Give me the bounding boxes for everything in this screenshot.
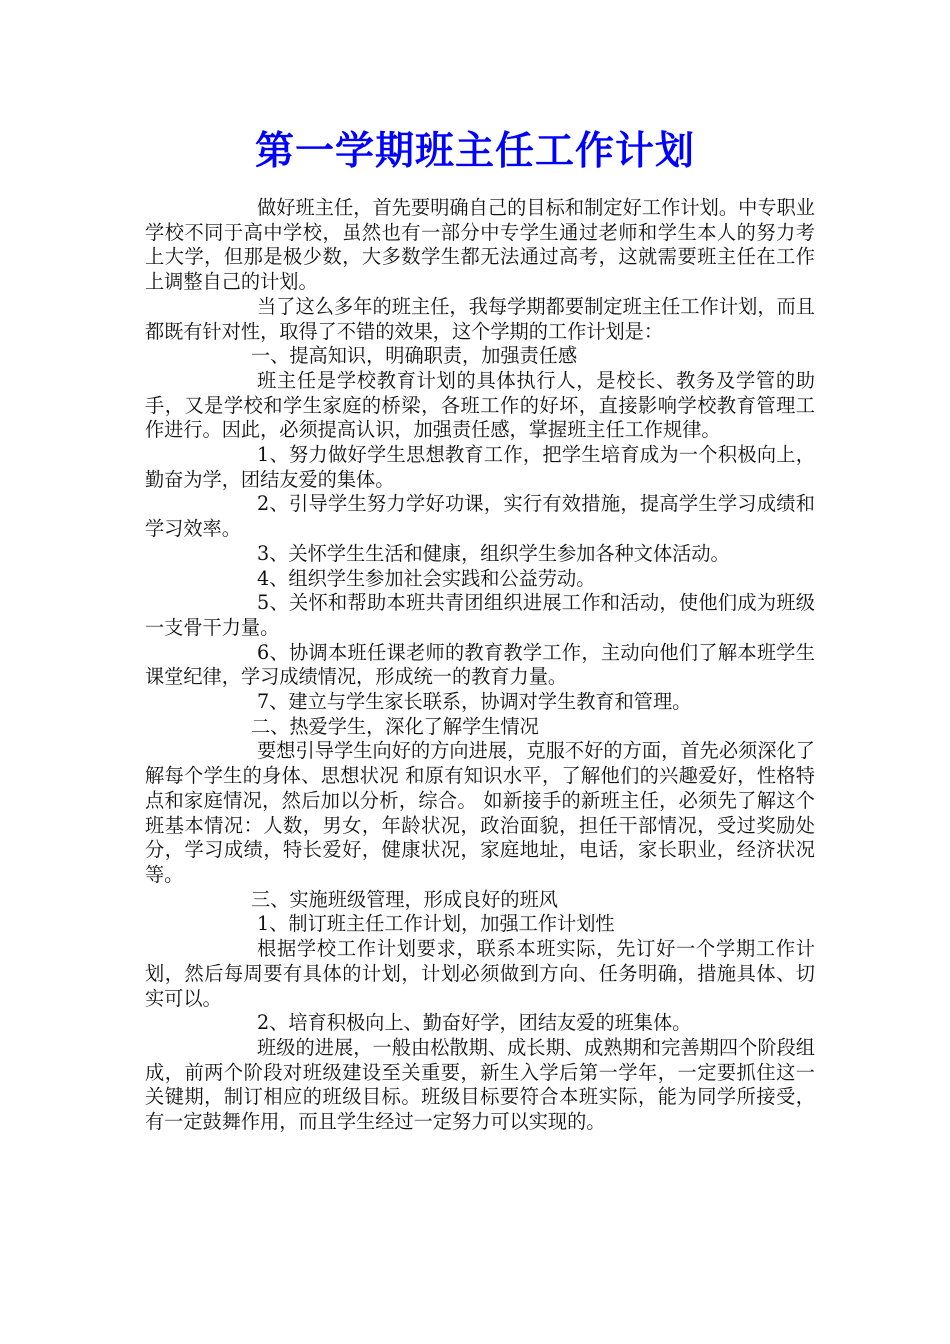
list-item: 4、组织学生参加社会实践和公益劳动。 (257, 566, 596, 590)
paragraph: 当了这么多年的班主任，我每学期都要制定班主任工作计划，而且都既有针对性，取得了不错的效果，这个学期的工作计划是： (145, 294, 815, 343)
list-item: 6、协调本班任课老师的教育教学工作，主动向他们了解本班学生课堂纪律，学习成绩情况，形成统一的教育力量。 (145, 640, 815, 689)
paragraph: 根据学校工作计划要求，联系本班实际，先订好一个学期工作计划，然后每周要有具体的计划，计划必须做到方向、任务明确，措施具体、切实可以。 (145, 937, 815, 1010)
list-item: 7、建立与学生家长联系，协调对学生教育和管理。 (257, 690, 692, 714)
paragraph: 班主任是学校教育计划的具体执行人，是校长、教务及学管的助手，又是学校和学生家庭的桥梁，各班工作的好坏，直接影响学校教育管理工作进行。因此，必须提高认识，加强责任感，掌握班主任工作规律。 (145, 368, 815, 442)
section-heading: 二、热爱学生，深化了解学生情况 (251, 714, 539, 738)
document-body (145, 196, 815, 1135)
paragraph: 要想引导学生向好的方向进展，克服不好的方面，首先必须深化了解每个学生的身体、思想状况 和原有知识水平，了解他们的兴趣爱好，性格特点和家庭情况，然后加以分析，综合。 如新接手的新班主任，必须先了解这个班基本情况：人数，男女，年龄状况，政治面貌，担任干部情况，受过奖励处分，学习成绩，特长爱好，健康状况，家庭地址，电话，家长职业，经济状况等。 (145, 739, 815, 886)
document-title: 第一学期班主任工作计划 (254, 129, 695, 174)
list-item: 1、努力做好学生思想教育工作，把学生培育成为一个积极向上，勤奋为学，团结友爱的集体。 (145, 443, 815, 491)
list-item: 5、关怀和帮助本班共青团组织进展工作和活动，使他们成为班级一支骨干力量。 (145, 591, 815, 639)
list-item: 3、关怀学生生活和健康，组织学生参加各种文体活动。 (257, 541, 730, 565)
paragraph: 做好班主任，首先要明确自己的目标和制定好工作计划。中专职业学校不同于高中学校，虽然也有一部分中专学生通过老师和学生本人的努力考上大学，但那是极少数，大多数学生都无法通过高考，这就需要班主任在工作上调整自己的计划。 (145, 196, 815, 294)
paragraph: 班级的进展，一般由松散期、成长期、成熟期和完善期四个阶段组成，前两个阶段对班级建设至关重要，新生入学后第一学年，一定要抓住这一关键期，制订相应的班级目标。班级目标要符合本班实际，能为同学所接受，有一定鼓舞作用，而且学生经过一定努力可以实现的。 (145, 1035, 815, 1134)
section-heading: 一、提高知识，明确职责，加强责任感 (251, 344, 578, 368)
subsection-heading: 2、培育积极向上、勤奋好学，团结友爱的班集体。 (257, 1011, 692, 1035)
section-heading: 三、实施班级管理，形成良好的班风 (251, 887, 558, 911)
list-item: 2、引导学生努力学好功课，实行有效措施，提高学生学习成绩和学习效率。 (145, 492, 815, 541)
subsection-heading: 1、制订班主任工作计划，加强工作计划性 (257, 912, 615, 936)
